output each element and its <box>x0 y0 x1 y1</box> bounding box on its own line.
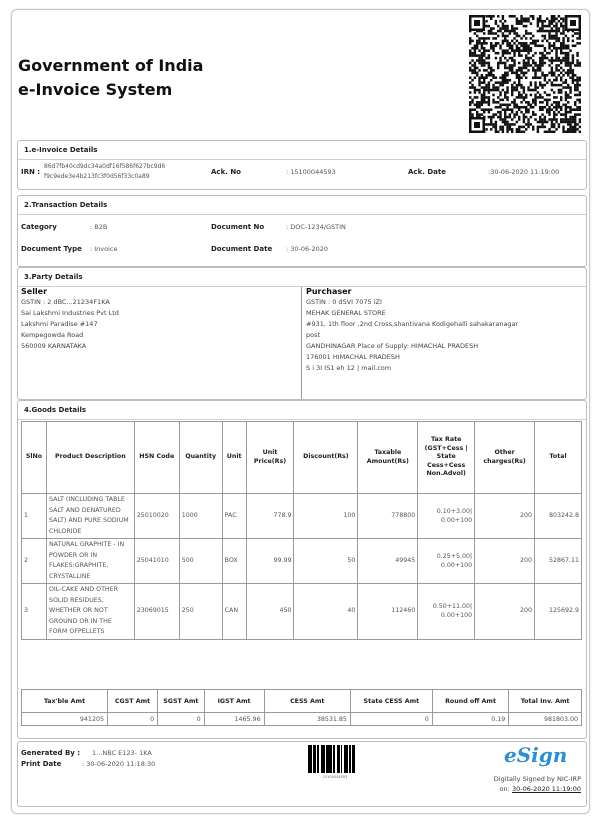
goods-column-header: Quantity <box>179 422 222 494</box>
goods-cell-total: 52867.11 <box>535 539 582 584</box>
transaction-details-section <box>17 195 587 267</box>
seller-block <box>21 287 302 399</box>
totals-column-header: CESS Amt <box>264 690 350 713</box>
goods-cell-desc: NATURAL GRAPHITE - IN POWDER OR IN FLAKES:GRAPHITE, CRYSTALLINE <box>46 539 134 584</box>
goods-cell-tax-rate <box>418 539 475 584</box>
tax-rate-state: 0.00+100 <box>440 562 473 569</box>
tax-rate-state: 0.00+100 <box>440 517 473 524</box>
document-date-label: Document Date <box>211 245 273 253</box>
seller-line: GSTIN : 2 dBC...21234F1KA <box>21 298 110 306</box>
barcode-stripe <box>352 745 355 773</box>
goods-column-header: Product Description <box>46 422 134 494</box>
category-value: : B2B <box>90 223 108 231</box>
goods-cell-taxable: 49945 <box>358 539 418 584</box>
irn-line-2: f9c9ede3e4b213fc3f0d56f33c0a89 <box>44 173 150 180</box>
section-heading: 3.Party Details <box>18 268 586 287</box>
goods-details-section <box>17 400 587 691</box>
qr-code-icon <box>469 15 581 133</box>
goods-table <box>21 421 582 640</box>
totals-column-header: Tax'ble Amt <box>22 690 108 713</box>
goods-cell-hsn: 25010020 <box>134 494 179 539</box>
totals-column-header: IGST Amt <box>204 690 264 713</box>
goods-column-header: Tax Rate (GST+Cess | State Cess+Cess Non.Advol) <box>418 422 475 494</box>
purchaser-title: Purchaser <box>306 287 352 296</box>
goods-cell-total: 125692.9 <box>535 584 582 640</box>
party-details-section <box>17 267 587 400</box>
irn-label: IRN : <box>21 168 41 176</box>
totals-section <box>17 688 587 739</box>
goods-column-header: HSN Code <box>134 422 179 494</box>
goods-column-header: SlNo <box>22 422 47 494</box>
ack-no-value: : 15100044593 <box>286 168 336 176</box>
goods-column-header: Other charges(Rs) <box>475 422 535 494</box>
print-date-value: : 30-06-2020 11:18:30 <box>82 760 156 768</box>
section-heading: 1.e-Invoice Details <box>18 141 586 160</box>
purchaser-line: MEHAK GENERAL STORE <box>306 309 386 317</box>
goods-cell-other: 200 <box>475 539 535 584</box>
goods-cell-other: 200 <box>475 584 535 640</box>
purchaser-line: S i 3I IS1 eh 12 | mail.com <box>306 364 392 372</box>
document-date-value: : 30-06-2020 <box>286 245 329 253</box>
goods-row <box>22 584 582 640</box>
goods-cell-unit: PAC <box>222 494 246 539</box>
e-invoice-document <box>11 9 590 814</box>
document-no-label: Document No <box>211 223 265 231</box>
totals-value: 0 <box>158 713 204 726</box>
barcode-number: 15100044593 <box>322 775 348 779</box>
goods-cell-taxable: 112460 <box>358 584 418 640</box>
goods-cell-desc: SALT (INCLUDING TABLE SALT AND DENATURED SALT) AND PURE SODIUM CHLORIDE <box>46 494 134 539</box>
goods-cell-sl: 1 <box>22 494 47 539</box>
section-heading: 4.Goods Details <box>18 401 586 420</box>
goods-cell-hsn: 25041010 <box>134 539 179 584</box>
goods-cell-qty: 500 <box>179 539 222 584</box>
category-label: Category <box>21 223 57 231</box>
goods-cell-unit: CAN <box>222 584 246 640</box>
totals-value: 941205 <box>22 713 108 726</box>
totals-value: 1465.96 <box>204 713 264 726</box>
signed-on-label: on: <box>499 785 510 793</box>
purchaser-block <box>306 287 582 399</box>
seller-lines <box>21 297 301 352</box>
goods-cell-price: 778.9 <box>246 494 294 539</box>
goods-cell-hsn: 23069015 <box>134 584 179 640</box>
digital-signature <box>494 774 581 794</box>
section-heading: 2.Transaction Details <box>18 196 586 215</box>
seller-line: 560009 KARNATAKA <box>21 342 87 350</box>
goods-header-row <box>22 422 582 494</box>
goods-row <box>22 494 582 539</box>
seller-line: Sai Lakshmi Industries Pvt Ltd <box>21 309 119 317</box>
generated-by-label: Generated By : <box>21 749 81 757</box>
ack-no-label: Ack. No <box>211 168 241 176</box>
goods-cell-price: 99.99 <box>246 539 294 584</box>
signed-on-value: 30-06-2020 11:19:00 <box>511 785 581 793</box>
ack-date-value: :30-06-2020 11:19:00 <box>488 168 560 176</box>
totals-values-row <box>22 713 582 726</box>
goods-cell-qty: 1000 <box>179 494 222 539</box>
goods-cell-sl: 2 <box>22 539 47 584</box>
totals-value: 981803.00 <box>509 713 582 726</box>
totals-value: 38531.85 <box>264 713 350 726</box>
barcode-icon <box>308 745 362 773</box>
totals-value: 0 <box>350 713 432 726</box>
goods-column-header: Unit Price(Rs) <box>246 422 294 494</box>
goods-cell-unit: BOX <box>222 539 246 584</box>
totals-column-header: SGST Amt <box>158 690 204 713</box>
totals-header-row <box>22 690 582 713</box>
goods-column-header: Unit <box>222 422 246 494</box>
purchaser-line: GANDHINAGAR Place of Supply: HIMACHAL PRADESH <box>306 342 479 350</box>
purchaser-line: #931, 1th floor ,2nd Cross,shantivana Kodigehalli sahakaranagar <box>306 320 519 328</box>
goods-cell-tax-rate <box>418 494 475 539</box>
totals-column-header: Round off Amt <box>432 690 509 713</box>
goods-row <box>22 539 582 584</box>
document-type-label: Document Type <box>21 245 82 253</box>
purchaser-lines <box>306 297 582 374</box>
irn-line-1: 86d7fb40cd9dc34a0df16f586f627bc9d6 <box>44 163 166 170</box>
document-no-value: : DOC-1234/GSTIN <box>286 223 346 231</box>
esign-logo-icon: eSign <box>504 743 568 767</box>
totals-value: 0 <box>107 713 157 726</box>
totals-column-header: Total Inv. Amt <box>509 690 582 713</box>
purchaser-line: post <box>306 331 321 339</box>
goods-cell-other: 200 <box>475 494 535 539</box>
goods-cell-total: 803242.8 <box>535 494 582 539</box>
goods-cell-qty: 250 <box>179 584 222 640</box>
einvoice-details-section <box>17 140 587 190</box>
seller-line: Kempegowda Road <box>21 331 84 339</box>
tax-rate-state: 0.00+100 <box>440 612 473 620</box>
goods-cell-tax-rate <box>418 584 475 640</box>
goods-column-header: Taxable Amount(Rs) <box>358 422 418 494</box>
print-date-label: Print Date <box>21 760 62 768</box>
ack-date-label: Ack. Date <box>408 168 446 176</box>
totals-value: 0.19 <box>432 713 509 726</box>
goods-cell-desc: OIL-CAKE AND OTHER SOLID RESIDUES, WHETHER OR NOT GROUND OR IN THE FORM OFPELLETS <box>46 584 134 640</box>
tax-rate-gst: 0.10+3.00| <box>436 508 473 515</box>
seller-title: Seller <box>21 287 48 296</box>
document-title <box>18 54 203 102</box>
document-type-value: : Invoice <box>90 245 118 253</box>
totals-table <box>21 689 582 726</box>
generated-by-value: 1...NBC E123- 1KA <box>92 749 152 757</box>
signed-on-line <box>494 784 581 794</box>
goods-cell-sl: 3 <box>22 584 47 640</box>
seller-line: Lakshmi Paradise #147 <box>21 320 98 328</box>
totals-column-header: CGST Amt <box>107 690 157 713</box>
tax-rate-gst: 0.50+11.00| <box>432 603 473 611</box>
purchaser-line: GSTIN : 0 dSVI 7075 iZI <box>306 298 382 306</box>
signed-by-text: Digitally Signed by NIC-IRP <box>493 775 581 783</box>
goods-cell-price: 450 <box>246 584 294 640</box>
totals-column-header: State CESS Amt <box>350 690 432 713</box>
title-line-2: e-Invoice System <box>18 80 173 99</box>
goods-cell-taxable: 778800 <box>358 494 418 539</box>
goods-column-header: Total <box>535 422 582 494</box>
tax-rate-gst: 0.25+5.00| <box>436 553 473 560</box>
title-line-1: Government of India <box>18 56 204 75</box>
goods-cell-discount: 100 <box>294 494 358 539</box>
goods-cell-discount: 40 <box>294 584 358 640</box>
goods-cell-discount: 50 <box>294 539 358 584</box>
purchaser-line: 176001 HIMACHAL PRADESH <box>306 353 400 361</box>
goods-column-header: Discount(Rs) <box>294 422 358 494</box>
